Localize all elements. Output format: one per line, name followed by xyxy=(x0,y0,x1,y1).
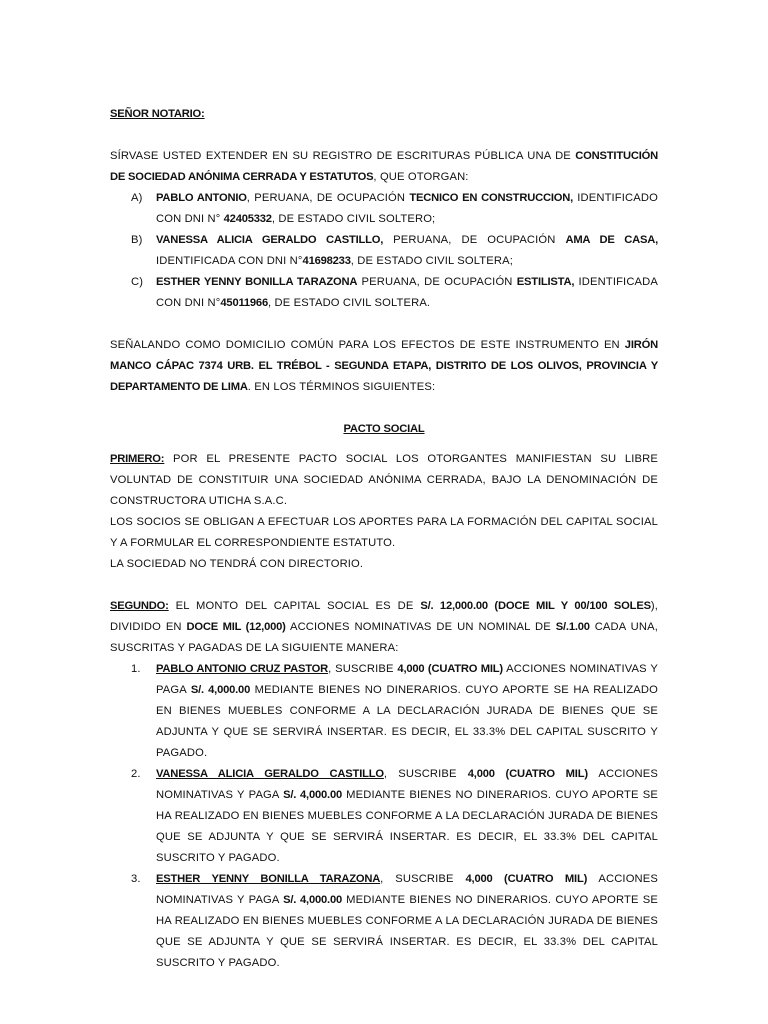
intro-bold-1: CONSTITUCIÓN DE SOCIEDAD ANÓNIMA CERRADA Y ESTATUTOS xyxy=(110,150,658,183)
otorgante-text-2: IDENTIFICADO CON DNI N° xyxy=(156,192,658,225)
item-marker: 2. xyxy=(131,768,141,780)
item-marker: C) xyxy=(131,276,144,288)
segundo-text-1: EL MONTO DEL CAPITAL SOCIAL ES DE xyxy=(168,600,421,612)
otorgante-text-1: PERUANA, DE OCUPACIÓN xyxy=(383,234,566,246)
primero-text-3: LA SOCIEDAD NO TENDRÁ CON DIRECTORIO. xyxy=(110,558,364,570)
aporte-text-3: MEDIANTE BIENES NO DINERARIOS. CUYO APORTE SE HA REALIZADO EN BIENES MUEBLES CONFORME A LA DECLARACIÓN JURADA DE BIENES QUE SE ADJUNTA Y QUE SE SERVIRÁ INSERTAR. ES DECIR, EL 33.3% DEL CAPITAL SUSCRITO Y PAGADO. xyxy=(156,684,658,759)
salutation-text: SEÑOR NOTARIO: xyxy=(110,108,205,120)
item-marker: B) xyxy=(131,234,143,246)
otorgante-dni: 42405332 xyxy=(223,213,272,225)
otorgante-occupation: AMA DE CASA, xyxy=(565,234,659,246)
otorgante-item-b xyxy=(110,230,658,272)
aporte-item-3 xyxy=(110,869,658,974)
segundo-capital: S/. 12,000.00 (DOCE MIL Y 00/100 SOLES xyxy=(420,600,651,612)
segundo-text-3: ACCIONES NOMINATIVAS DE UN NOMINAL DE xyxy=(285,621,556,633)
otorgante-item-c xyxy=(110,272,658,314)
otorgante-text-3: , DE ESTADO CIVIL SOLTERA. xyxy=(267,297,431,309)
aporte-item-1 xyxy=(110,659,658,764)
intro-text-1: SÍRVASE USTED EXTENDER EN SU REGISTRO DE ESCRITURAS PÚBLICA UNA DE xyxy=(110,150,576,162)
otorgante-text-3: , DE ESTADO CIVIL SOLTERO; xyxy=(271,213,436,225)
primero-paragraph-3 xyxy=(110,554,658,575)
primero-text-2: LOS SOCIOS SE OBLIGAN A EFECTUAR LOS APORTES PARA LA FORMACIÓN DEL CAPITAL SOCIAL Y A FORMULAR EL CORRESPONDIENTE ESTATUTO. xyxy=(110,516,658,549)
aporte-item-2 xyxy=(110,764,658,869)
otorgante-occupation: ESTILISTA, xyxy=(516,276,575,288)
aporte-shares: 4,000 (CUATRO MIL) xyxy=(397,663,503,675)
otorgante-occupation: TECNICO EN CONSTRUCCION, xyxy=(409,192,574,204)
primero-paragraph-2 xyxy=(110,512,658,554)
aporte-text-1: , SUSCRIBE xyxy=(328,663,398,675)
otorgante-name: PABLO ANTONIO xyxy=(156,192,247,204)
aporte-text-1: , SUSCRIBE xyxy=(380,873,466,885)
pacto-social-title: PACTO SOCIAL xyxy=(343,423,425,435)
domicilio-address: JIRÓN MANCO CÁPAC 7374 URB. EL TRÉBOL - SEGUNDA ETAPA, DISTRITO DE LOS OLIVOS, PROVINCIA Y DEPARTAMENTO DE LIMA xyxy=(110,339,658,393)
otorgante-name: ESTHER YENNY BONILLA TARAZONA xyxy=(156,276,358,288)
segundo-text-2: ), DIVIDIDO EN xyxy=(110,600,658,633)
primero-label: PRIMERO: xyxy=(110,453,165,465)
aporte-name: ESTHER YENNY BONILLA TARAZONA xyxy=(156,873,381,885)
otorgante-text-1: , PERUANA, DE OCUPACIÓN xyxy=(246,192,410,204)
domicilio-paragraph xyxy=(110,335,658,398)
otorgante-text-3: , DE ESTADO CIVIL SOLTERA; xyxy=(350,255,513,267)
aporte-shares: 4,000 (CUATRO MIL) xyxy=(465,873,588,885)
primero-text-1: POR EL PRESENTE PACTO SOCIAL LOS OTORGANTES MANIFIESTAN SU LIBRE VOLUNTAD DE CONSTITUIR UNA SOCIEDAD ANÓNIMA CERRADA, BAJO LA DENOMINACIÓN DE CONSTRUCTORA UTICHA S.A.C. xyxy=(110,453,658,507)
otorgante-text-2: IDENTIFICADA CON DNI N° xyxy=(156,255,303,267)
pacto-social-heading xyxy=(110,419,658,440)
aporte-text-3: MEDIANTE BIENES NO DINERARIOS. CUYO APORTE SE HA REALIZADO EN BIENES MUEBLES CONFORME A LA DECLARACIÓN JURADA DE BIENES QUE SE ADJUNTA Y QUE SE SERVIRÁ INSERTAR. ES DECIR, EL 33.3% DEL CAPITAL SUSCRITO Y PAGADO. xyxy=(156,789,658,864)
aporte-shares: 4,000 (CUATRO MIL) xyxy=(467,768,588,780)
otorgante-text-2: IDENTIFICADA CON DNI N° xyxy=(156,276,658,309)
otorgante-dni: 41698233 xyxy=(302,255,351,267)
item-marker: 1. xyxy=(131,663,141,675)
aporte-text-2: ACCIONES NOMINATIVAS Y PAGA xyxy=(156,768,658,801)
intro-paragraph xyxy=(110,146,658,188)
domicilio-text-1: SEÑALANDO COMO DOMICILIO COMÚN PARA LOS EFECTOS DE ESTE INSTRUMENTO EN xyxy=(110,339,625,351)
aporte-name: PABLO ANTONIO CRUZ PASTOR xyxy=(156,663,329,675)
domicilio-text-2: . EN LOS TÉRMINOS SIGUIENTES: xyxy=(247,381,436,393)
segundo-text-4: CADA UNA, SUSCRITAS Y PAGADAS DE LA SIGUIENTE MANERA: xyxy=(110,621,658,654)
segundo-shares: DOCE MIL (12,000) xyxy=(186,621,286,633)
aporte-amount: S/. 4,000.00 xyxy=(283,894,342,906)
otorgante-text-1: PERUANA, DE OCUPACIÓN xyxy=(357,276,517,288)
salutation xyxy=(110,104,658,125)
aporte-amount: S/. 4,000.00 xyxy=(190,684,251,696)
aporte-text-2: ACCIONES NOMINATIVAS Y PAGA xyxy=(156,873,658,906)
primero-paragraph xyxy=(110,449,658,512)
item-marker: 3. xyxy=(131,873,141,885)
otorgante-name: VANESSA ALICIA GERALDO CASTILLO, xyxy=(156,234,384,246)
intro-text-2: , QUE OTORGAN: xyxy=(373,171,469,183)
aporte-amount: S/. 4,000.00 xyxy=(283,789,342,801)
aporte-text-2: ACCIONES NOMINATIVAS Y PAGA xyxy=(156,663,658,696)
otorgante-item-a xyxy=(110,188,658,230)
item-marker: A) xyxy=(131,192,143,204)
segundo-paragraph xyxy=(110,596,658,659)
segundo-nominal: S/.1.00 xyxy=(555,621,590,633)
otorgante-dni: 45011966 xyxy=(220,297,268,309)
segundo-label: SEGUNDO: xyxy=(110,600,169,612)
aporte-text-3: MEDIANTE BIENES NO DINERARIOS. CUYO APORTE SE HA REALIZADO EN BIENES MUEBLES CONFORME A LA DECLARACIÓN JURADA DE BIENES QUE SE ADJUNTA Y QUE SE SERVIRÁ INSERTAR. ES DECIR, EL 33.3% DEL CAPITAL SUSCRITO Y PAGADO. xyxy=(156,894,658,969)
aporte-text-1: , SUSCRIBE xyxy=(383,768,468,780)
document-body xyxy=(110,104,658,974)
aporte-name: VANESSA ALICIA GERALDO CASTILLO xyxy=(156,768,384,780)
